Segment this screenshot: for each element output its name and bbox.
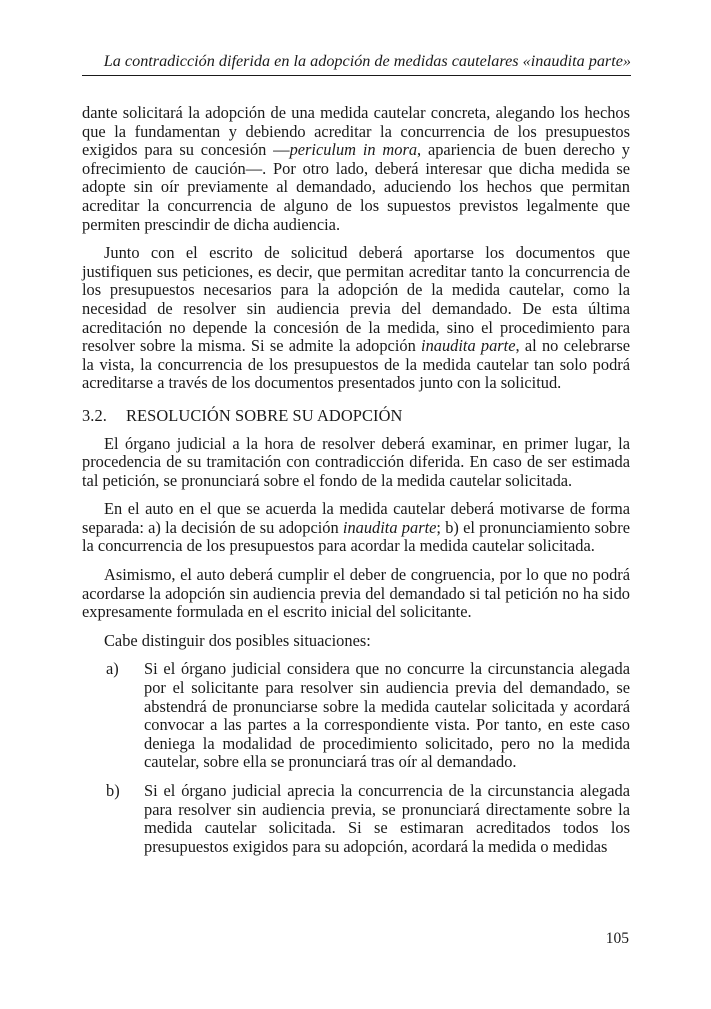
list-marker: b) — [106, 781, 120, 800]
list-item — [82, 782, 630, 856]
paragraph-2-text-b: , al no celebrarse la vista, la concurrencia de los presupuestos de la medida cautelar tan solo podrá acreditarse a través de los documentos presentados junto con la solicitud. — [82, 336, 631, 393]
section-title: RESOLUCIÓN SOBRE SU ADOPCIÓN — [126, 405, 403, 425]
paragraph-3: El órgano judicial a la hora de resolver deberá examinar, en primer lugar, la procedencia de su tramitación con contradicción diferida. En caso de ser estimada tal petición, se pronunciará sobre el fondo de la medida cautelar solicitada. — [82, 433, 630, 490]
paragraph-2-italic: inaudita parte — [421, 336, 516, 356]
header-rule — [82, 75, 631, 76]
paragraph-1-text-a: dante solicitará la adopción de una medida cautelar concreta, alegando los hechos que la fundamentan y debiendo acreditar la concurrencia de los presupuestos exigidos para su concesión — — [82, 103, 630, 160]
paragraph-4 — [82, 500, 630, 556]
section-heading — [82, 407, 630, 426]
list-item-text: Si el órgano judicial aprecia la concurrencia de la circunstancia alegada para resolver sin audiencia previa, se pronunciará directamente sobre la medida cautelar solicitada. Si se estimaran acreditados todos los presupuestos exigidos para su adopción, acordará la medida o medidas — [144, 781, 630, 856]
paragraph-4-italic: inaudita parte — [342, 517, 437, 537]
list-marker: a) — [106, 659, 119, 679]
paragraph-1-text-b: , apariencia de buen derecho y ofrecimiento de caución—. Por otro lado, deberá interesar que dicha medida se adopte sin oír previamente al demandado, aduciendo los hechos que permitan acreditar la concurrencia de alguno de los supuestos previstos legalmente que permiten prescindir de dicha audiencia. — [82, 140, 630, 234]
paragraph-4-text-a: En el auto en el que se acuerda la medida cautelar deberá motivarse de forma separada: a) la decisión de su adopción — [82, 499, 630, 537]
paragraph-1 — [82, 104, 630, 234]
body-text — [82, 104, 630, 866]
paragraph-2 — [82, 244, 630, 393]
section-number: 3.2. — [82, 405, 107, 425]
list-item-text: Si el órgano judicial considera que no concurre la circunstancia alegada por el solicitante para resolver sin audiencia previa del demandado, se abstendrá de pronunciarse sobre la medida cautelar solicitada y acordará convocar a las partes a la correspondiente vista. Por tanto, en este caso deniega la modalidad de procedimiento solicitado, pero no la medida cautelar, sobre ella se pronunciará tras oír al demandado. — [144, 659, 630, 772]
situations-list — [82, 660, 630, 856]
paragraph-4-text-b: ; b) el pronunciamiento sobre la concurrencia de los presupuestos para acordar la medida cautelar solicitada. — [82, 517, 630, 556]
paragraph-2-text-a: Junto con el escrito de solicitud deberá aportarse los documentos que justifiquen sus peticiones, es decir, que permitan acreditar tanto la concurrencia de los presupuestos necesarios para la adopción de la medida cautelar, como la necesidad de resolver sin audiencia previa del demandado. De esta última acreditación no depende la concesión de la medida, sino el procedimiento para resolver sobre la misma. Si se admite la adopción — [82, 243, 630, 356]
page-number: 105 — [605, 930, 629, 947]
list-item — [82, 660, 630, 772]
paragraph-5: Asimismo, el auto deberá cumplir el deber de congruencia, por lo que no podrá acordarse la adopción sin audiencia previa del demandado si tal petición no ha sido expresamente formulada en el escrito inicial del solicitante. — [82, 565, 630, 622]
paragraph-1-italic: periculum in mora — [289, 140, 418, 160]
running-header: La contradicción diferida en la adopción de medidas cautelares «inaudita parte» — [103, 52, 631, 70]
paragraph-6: Cabe distinguir dos posibles situaciones: — [104, 630, 371, 650]
